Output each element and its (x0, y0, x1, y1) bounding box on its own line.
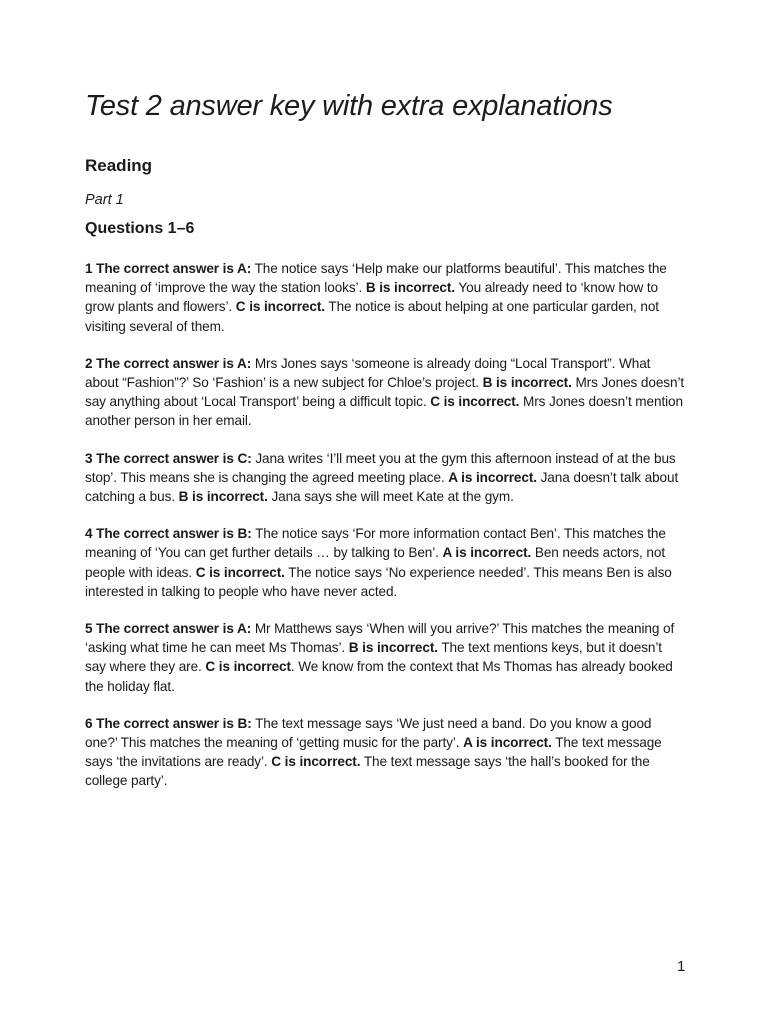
document-title: Test 2 answer key with extra explanations (85, 90, 613, 122)
answer-verdict: 4 The correct answer is B: (85, 526, 252, 542)
answer-explanation: The notice says ‘No experience needed’. This means Ben is also interested in talking to people who have never acted. (85, 564, 672, 599)
answer-verdict: 3 The correct answer is C: (85, 450, 252, 466)
answer-explanation: Jana doesn’t talk about catching a bus. (85, 469, 679, 505)
answer-explanation: The text mentions keys, but it doesn’t say where they are. (85, 640, 662, 675)
answer-explanation: The text message says ‘the invitations are ready’. (85, 735, 662, 770)
answer-verdict: C is incorrect. (195, 564, 285, 580)
answer-explanation: Jana says she will meet Kate at the gym. (267, 489, 514, 505)
answer-paragraph-4 (85, 524, 685, 601)
answer-verdict: C is incorrect (205, 659, 291, 675)
answer-explanation: The notice says ‘For more information contact Ben’. This matches the meaning of ‘You can get further details … by talking to Ben’. (85, 526, 666, 561)
answer-explanation: Jana writes ‘I’ll meet you at the gym this afternoon instead of at the bus stop’. This means she is changing the agreed meeting place. (85, 450, 676, 485)
answer-verdict: A is incorrect. (463, 735, 552, 751)
answer-explanation: Mrs Jones doesn’t mention another person in her email. (85, 394, 683, 429)
answer-list (85, 259, 685, 809)
answer-verdict: A is incorrect. (448, 469, 537, 485)
answer-explanation: The notice says ‘Help make our platforms beautiful’. This matches the meaning of ‘improve the way the station looks’. (85, 261, 667, 296)
answer-explanation: The text message says ‘We just need a band. Do you know a good one?’ This matches the meaning of ‘getting music for the party’. (85, 715, 652, 751)
answer-explanation: Mr Matthews says ‘When will you arrive?’ This matches the meaning of ‘asking what time he can meet Ms Thomas’. (85, 621, 675, 656)
answer-verdict: 1 The correct answer is A: (85, 261, 252, 276)
answer-verdict: 5 The correct answer is A: (85, 621, 252, 637)
answer-paragraph-2 (85, 354, 685, 431)
answer-verdict: B is incorrect. (178, 489, 268, 505)
answer-paragraph-1 (85, 259, 685, 336)
answer-verdict: C is incorrect. (271, 754, 361, 770)
answer-paragraph-3 (85, 449, 685, 507)
answer-explanation: The text message says ‘the hall’s booked for the college party’. (85, 754, 650, 789)
part-label: Part 1 (85, 192, 124, 208)
answer-explanation: The notice is about helping at one particular garden, not visiting several of them. (85, 299, 659, 334)
page-number: 1 (677, 958, 686, 975)
answer-explanation: Mrs Jones says ‘someone is already doing “Local Transport”. What about “Fashion”?’ So ‘Fashion’ is a new subject for Chloe’s project. (85, 355, 651, 391)
answer-explanation: Mrs Jones doesn’t say anything about ‘Local Transport’ being a difficult topic. (85, 375, 685, 410)
questions-heading: Questions 1–6 (85, 220, 195, 237)
section-heading: Reading (85, 156, 153, 175)
answer-verdict: C is incorrect. (235, 299, 325, 315)
answer-verdict: 6 The correct answer is B: (85, 715, 252, 731)
answer-verdict: C is incorrect. (430, 394, 520, 410)
answer-verdict: B is incorrect. (482, 375, 572, 391)
answer-explanation: . We know from the context that Ms Thomas has already booked the holiday flat. (85, 659, 673, 694)
answer-verdict: B is incorrect. (348, 640, 438, 656)
answer-verdict: A is incorrect. (442, 545, 532, 561)
answer-explanation: You already need to ‘know how to grow plants and flowers’. (85, 280, 659, 315)
answer-verdict: B is incorrect. (365, 280, 455, 296)
answer-explanation: Ben needs actors, not people with ideas. (85, 545, 666, 580)
answer-verdict: 2 The correct answer is A: (85, 355, 252, 371)
answer-paragraph-6 (85, 714, 685, 791)
answer-paragraph-5 (85, 619, 685, 696)
